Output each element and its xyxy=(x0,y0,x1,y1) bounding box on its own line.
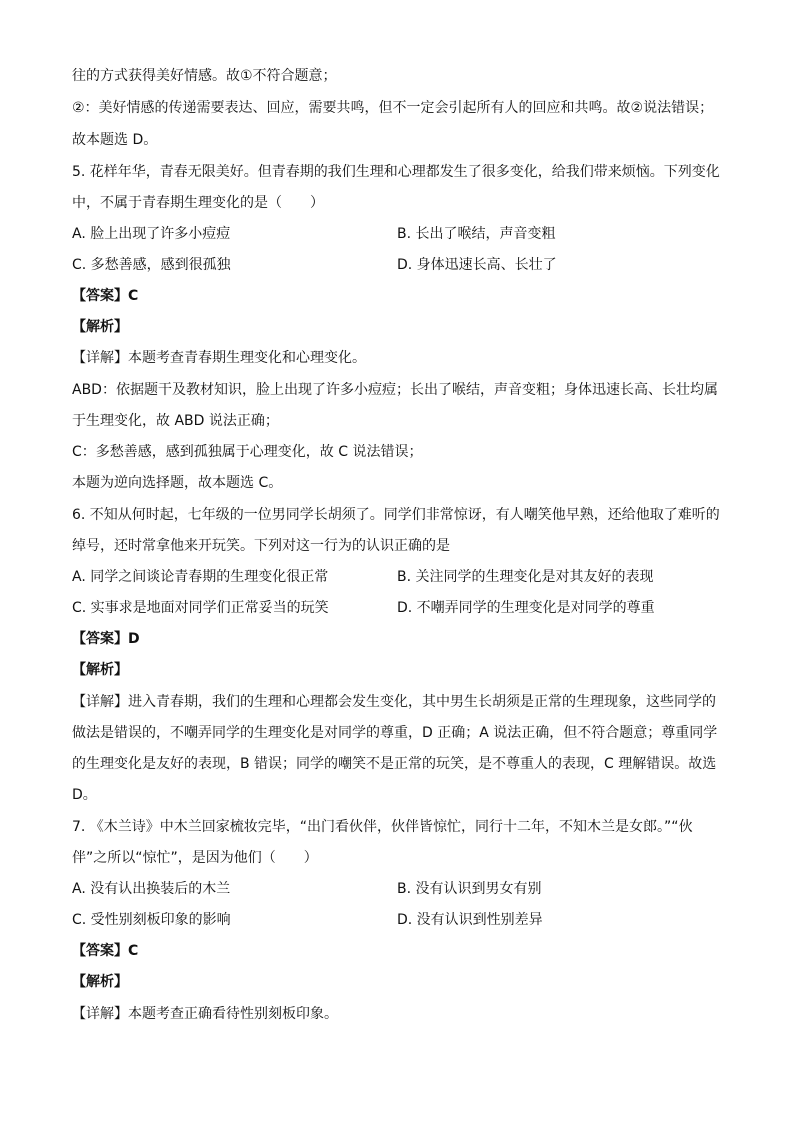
text-line: 往的方式获得美好情感。故①不符合题意； xyxy=(72,68,337,84)
question-5-stem: 中，不属于青春期生理变化的是（ ） xyxy=(72,195,324,211)
q7-answer: 【答案】C xyxy=(72,943,139,959)
text-line: ②：美好情感的传递需要表达、回应，需要共鸣，但不一定会引起所有人的回应和共鸣。故②说法错误； xyxy=(72,100,714,116)
q5-analysis-heading: 【解析】 xyxy=(72,319,128,335)
q6-analysis-heading: 【解析】 xyxy=(72,662,128,678)
q5-detail: 本题为逆向选择题，故本题选 C。 xyxy=(72,475,283,491)
q5-option-d: D. 身体迅速长高、长壮了 xyxy=(397,257,557,273)
q7-option-d: D. 没有认识到性别差异 xyxy=(397,912,543,928)
q6-option-c: C. 实事求是地面对同学们正常妥当的玩笑 xyxy=(72,600,329,616)
question-7-stem: 伴”之所以“惊忙”，是因为他们（ ） xyxy=(72,850,318,866)
q5-detail: 【详解】本题考查青春期生理变化和心理变化。 xyxy=(72,350,366,366)
question-6-stem: 6. 不知从何时起，七年级的一位男同学长胡须了。同学们非常惊讶，有人嘲笑他早熟，还给他取了难听的 xyxy=(72,507,720,523)
q6-detail: 【详解】进入青春期，我们的生理和心理都会发生变化，其中男生长胡须是正常的生理现象，这些同学的 xyxy=(72,694,716,710)
q5-option-a: A. 脸上出现了许多小痘痘 xyxy=(72,226,231,242)
q7-analysis-heading: 【解析】 xyxy=(72,974,128,990)
q5-answer: 【答案】C xyxy=(72,288,139,304)
q5-option-c: C. 多愁善感，感到很孤独 xyxy=(72,257,231,273)
q6-detail: 的生理变化是友好的表现，B 错误；同学的嘲笑不是正常的玩笑，是不尊重人的表现，C 理解错误。故选 xyxy=(72,756,717,772)
question-5-stem: 5. 花样年华，青春无限美好。但青春期的我们生理和心理都发生了很多变化，给我们带来烦恼。下列变化 xyxy=(72,164,720,180)
question-7-stem: 7. 《木兰诗》中木兰回家梳妆完毕，“出门看伙伴，伙伴皆惊忙，同行十二年，不知木兰是女郎。”“伙 xyxy=(72,819,693,835)
q6-option-a: A. 同学之间谈论青春期的生理变化很正常 xyxy=(72,569,329,585)
text-line: 故本题选 D。 xyxy=(72,132,158,148)
q7-option-b: B. 没有认识到男女有别 xyxy=(397,881,542,897)
q5-detail: ABD：依据题干及教材知识，脸上出现了许多小痘痘；长出了喉结，声音变粗；身体迅速长高、长壮均属 xyxy=(72,382,718,398)
q6-detail: 做法是错误的，不嘲弄同学的生理变化是对同学的尊重，D 正确；A 说法正确，但不符合题意；尊重同学 xyxy=(72,725,718,741)
q7-option-c: C. 受性别刻板印象的影响 xyxy=(72,912,231,928)
q7-option-a: A. 没有认出换装后的木兰 xyxy=(72,881,231,897)
q5-detail: 于生理变化，故 ABD 说法正确； xyxy=(72,413,279,429)
q7-detail: 【详解】本题考查正确看待性别刻板印象。 xyxy=(72,1006,338,1022)
q5-detail: C：多愁善感，感到孤独属于心理变化，故 C 说法错误； xyxy=(72,444,423,460)
q6-answer: 【答案】D xyxy=(72,631,140,647)
question-6-stem: 绰号，还时常拿他来开玩笑。下列对这一行为的认识正确的是 xyxy=(72,538,450,554)
q6-option-d: D. 不嘲弄同学的生理变化是对同学的尊重 xyxy=(397,600,655,616)
q6-detail: D。 xyxy=(72,787,97,803)
q6-option-b: B. 关注同学的生理变化是对其友好的表现 xyxy=(397,569,654,585)
q5-option-b: B. 长出了喉结，声音变粗 xyxy=(397,226,556,242)
